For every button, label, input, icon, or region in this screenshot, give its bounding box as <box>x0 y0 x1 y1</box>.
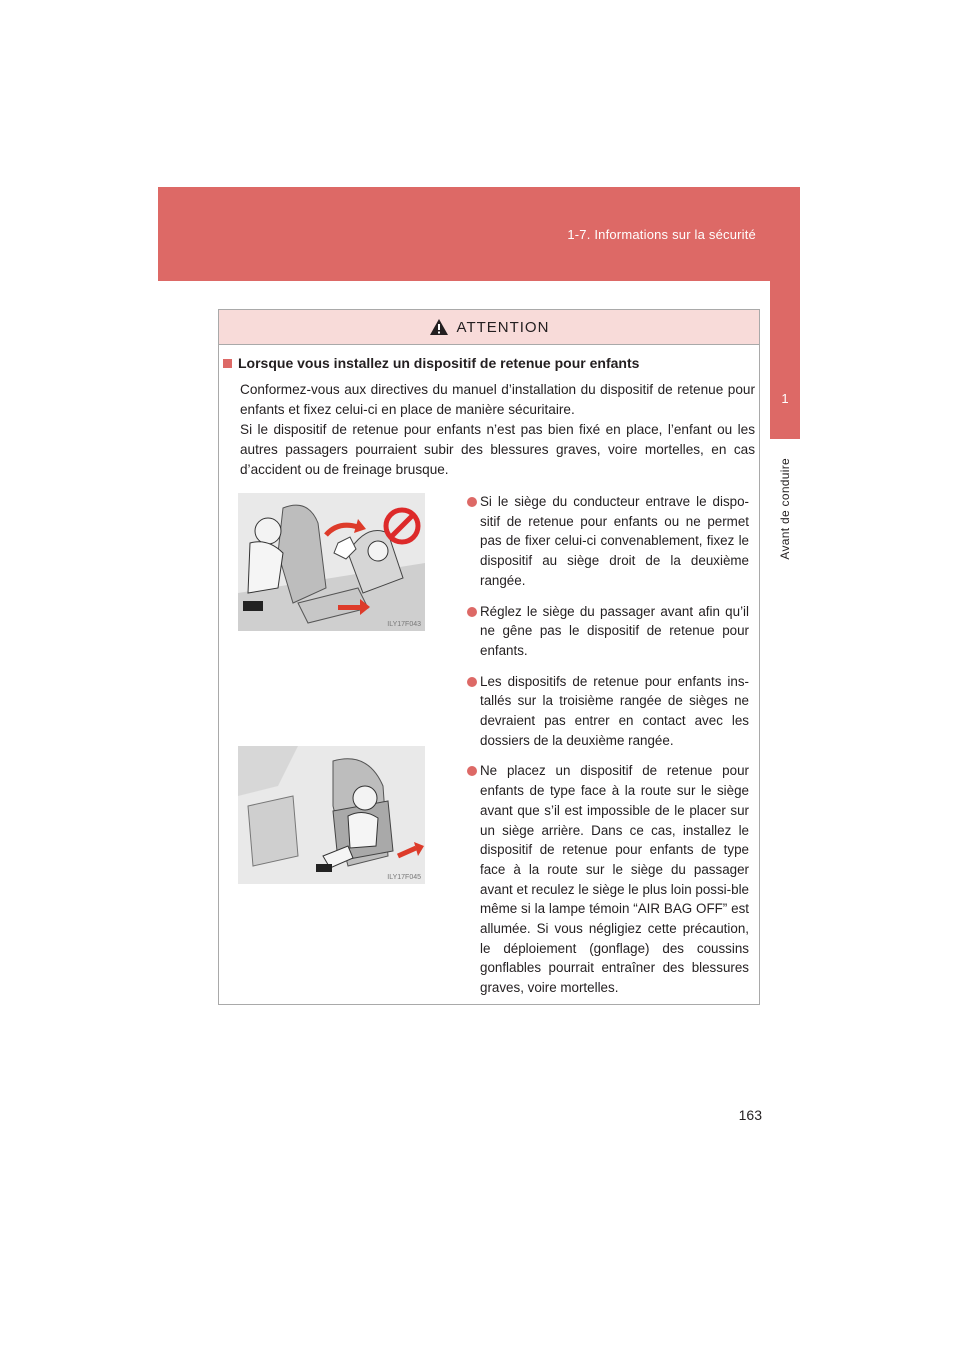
header-band <box>158 187 800 281</box>
page-number: 163 <box>738 1107 762 1123</box>
prohibition-icon <box>383 507 421 545</box>
side-tab-label: Avant de conduire <box>778 458 792 560</box>
side-tab-label-container <box>770 444 800 574</box>
bullet-text: Les dispositifs de retenue pour enfants ins-tallés sur la troisième rangée de sièges ne devraient pas entrer en contact avec les dossiers de la deuxième rangée. <box>480 673 749 748</box>
list-item <box>469 672 749 751</box>
list-item <box>469 492 749 591</box>
intro-paragraph: Conformez-vous aux directives du manuel d’installation du dispositif de retenue pour enfants et fixez celui-ci en place de manière sécuritaire. <box>240 382 755 417</box>
figure-code: ILY17F045 <box>387 874 421 881</box>
round-bullet-icon <box>467 766 477 776</box>
warning-title: ATTENTION <box>456 318 550 336</box>
intro-paragraph: Si le dispositif de retenue pour enfants n’est pas bien fixé en place, l’enfant ou les autres passagers pourraient subir des blessures graves, voire mortelles, en cas d’accident ou de freinage brusque. <box>240 422 755 477</box>
illustration-passenger-seat <box>238 746 425 884</box>
bullet-text: Réglez le siège du passager avant afin qu’il ne gêne pas le dispositif de retenue pour enfants. <box>480 603 749 658</box>
warning-intro <box>240 380 755 480</box>
section-title: 1-7. Informations sur la sécurité <box>567 227 756 242</box>
warning-subheading <box>223 355 639 371</box>
side-tab[interactable] <box>770 281 800 439</box>
list-item <box>469 602 749 661</box>
warning-subheading-text: Lorsque vous installez un dispositif de retenue pour enfants <box>238 355 640 371</box>
bullet-list <box>469 492 749 1009</box>
round-bullet-icon <box>467 677 477 687</box>
bullet-text: Ne placez un dispositif de retenue pour enfants de type face à la route sur le siège avant que s’il est impossible de le placer sur un siège arrière. Dans ce cas, installez le dispositif de retenue pour enfants de type face à la route sur le siège du passager avant et reculez le siège le plus loin possi-ble même si la lampe témoin “AIR BAG OFF” est allumée. Si vous négligiez cette précaution, le déploiement (gonflage) des coussins gonflables pourrait entraîner des blessures graves, voire mortelles. <box>480 763 749 996</box>
warning-header <box>219 310 759 345</box>
round-bullet-icon <box>467 497 477 507</box>
square-bullet-icon <box>223 359 232 368</box>
figure-code: ILY17F043 <box>387 621 421 628</box>
warning-box <box>218 309 760 1005</box>
round-bullet-icon <box>467 607 477 617</box>
warning-triangle-icon <box>429 318 449 336</box>
seat-illustration-2 <box>238 746 425 884</box>
illustration-driver-seat <box>238 493 425 631</box>
list-item <box>469 761 749 997</box>
side-tab-number: 1 <box>781 391 789 406</box>
bullet-text: Si le siège du conducteur entrave le dispo-sitif de retenue pour enfants ou ne permet pas de fixer celui-ci convenablement, fixez le dispositif au siège droit de la deuxième rangée. <box>480 494 749 588</box>
